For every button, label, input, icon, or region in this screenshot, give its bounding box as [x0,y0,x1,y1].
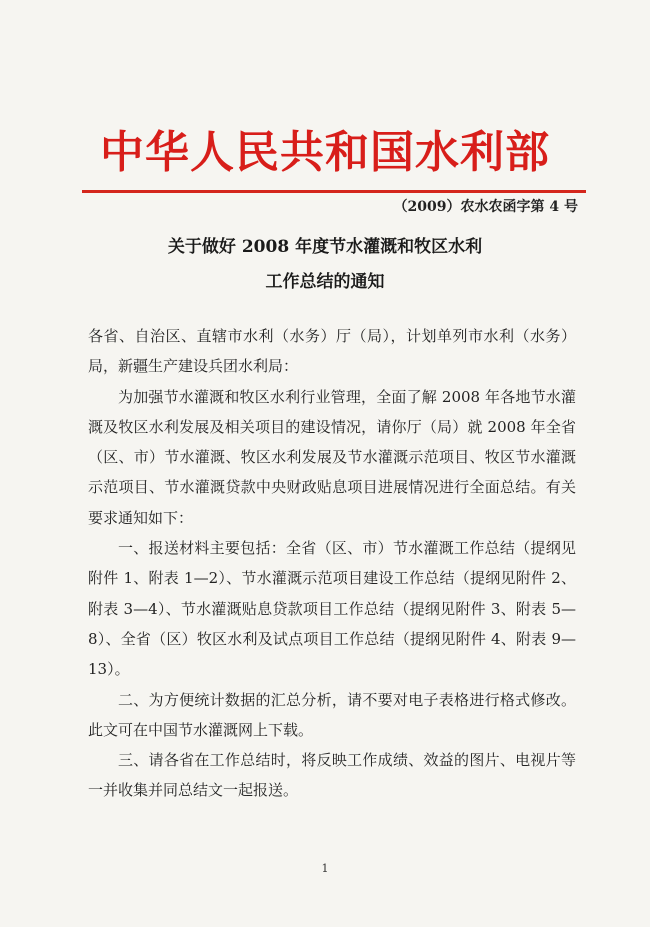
issuing-authority-title: 中华人民共和国水利部 [100,127,550,178]
body-paragraph-4: 三、请各省在工作总结时，将反映工作成绩、效益的图片、电视片等一并收集并同总结文一起报送。 [88,751,576,800]
document-number: （2009）农水农函字第 4 号 [393,199,578,215]
body-paragraph-2: 一、报送材料主要包括：全省（区、市）节水灌溉工作总结（提纲见附件 1、附表 1—2）、节水灌溉示范项目建设工作总结（提纲见附件 2、附表 3—4）、节水灌溉贴息贷款项目工作总结（提纲见附件 3、附表 5—8）、全省（区）牧区水利及试点项目工作总结（提纲见附件 4、附表 9—13）。 [88,539,576,679]
red-header-divider [82,190,586,193]
document-title-line-1: 关于做好 2008 年度节水灌溉和牧区水利 [167,237,483,257]
addressee-paragraph: 各省、自治区、直辖市水利（水务）厅（局），计划单列市水利（水务）局，新疆生产建设兵团水利局： [88,327,576,376]
body-paragraph-3: 二、为方便统计数据的汇总分析，请不要对电子表格进行格式修改。此文可在中国节水灌溉网上下载。 [88,690,576,739]
body-paragraph-1: 为加强节水灌溉和牧区水利行业管理，全面了解 2008 年各地节水灌溉及牧区水利发展及相关项目的建设情况，请你厅（局）就 2008 年全省（区、市）节水灌溉、牧区水利发展及节水灌溉示范项目、牧区节水灌溉示范项目、节水灌溉贷款中央财政贴息项目进展情况进行全面总结。有关要求通知如下： [88,387,576,527]
page-number: 1 [321,862,329,875]
document-title-line-2: 工作总结的通知 [265,272,385,292]
document-body [88,321,576,806]
